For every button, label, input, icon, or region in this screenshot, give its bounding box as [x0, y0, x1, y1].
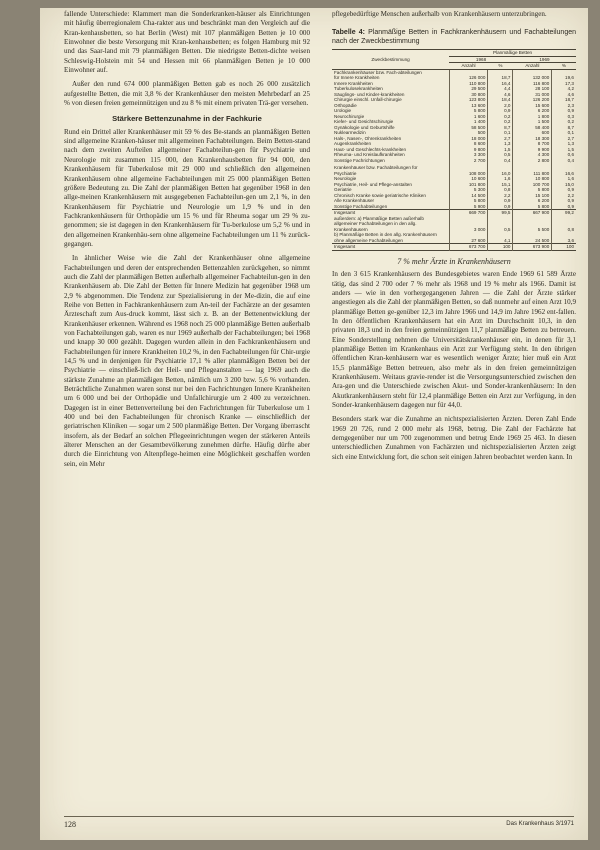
table-cell: 9 900: [513, 147, 552, 153]
footer-rule: [64, 816, 574, 817]
table-cell: 0,1: [488, 130, 513, 136]
paragraph: Besonders stark war die Zunahme an nichtspezialisierten Ärzten. Deren Zahl Ende 1969 20 726, rund 2 000 mehr als 1968, betrug. Die Zahl der Fachärzte hat demgegenüber nur um 700 zugenommen und betrug Ende 1969 25 463. In diesen unterschiedlichen Zunahmen von Fachärzten und nichtspezialisierten Ärzten zeigt sich eine Entwicklung fort, die schon seit einigen Jahren beobachtet werden kann. In: [332, 415, 576, 461]
table-title: Planmäßige Betten in Fachkrankenhäusern und Fachabteilungen nach der Zweckbestimmung: [332, 29, 577, 46]
table-cell: 123 800: [449, 97, 488, 103]
table-cell: 4,1: [488, 232, 513, 244]
table-cell: 101 800: [449, 182, 488, 188]
table-cell: 3,6: [552, 232, 576, 244]
table-cell: 5 800: [449, 198, 488, 204]
table-cell: 4 300: [513, 152, 552, 158]
table-label: Tabelle 4:: [332, 29, 365, 37]
table-cell: 1,5: [488, 147, 513, 153]
table-cell: [488, 163, 513, 171]
table-cell: 8,7: [552, 125, 576, 131]
table-cell: 8 600: [449, 141, 488, 147]
row-label: für Innere Krankheiten: [334, 75, 380, 81]
row-label: Psychiatrie, Heil- und Pflege-anstalten: [334, 181, 412, 187]
table-cell: 1,5: [552, 147, 576, 153]
table-cell: 18,7: [488, 75, 513, 81]
row-label: Haut- und Geschlechts-krankheiten: [334, 146, 407, 152]
table-cell: 132 000: [513, 75, 552, 81]
table-row: [332, 163, 576, 171]
table-cell: 100 700: [513, 182, 552, 188]
table-cell: 15,1: [488, 182, 513, 188]
row-label: Säuglings- und Kinder-krankheiten: [334, 91, 405, 97]
row-label: Rheuma- und Kreislaufkrankheiten: [334, 152, 405, 158]
table-cell: 1 500: [513, 119, 552, 125]
table-cell: 0,2: [488, 114, 513, 120]
table-cell: 31 000: [513, 92, 552, 98]
table-row: [332, 232, 576, 244]
table-cell: 2 800: [513, 158, 552, 164]
table-cell: 669 700: [449, 210, 488, 216]
table-cell: 1,6: [552, 176, 576, 182]
table-cell: 0,1: [552, 130, 576, 136]
table-cell: 0,2: [552, 119, 576, 125]
row-label: Chronisch Kranke sowie geriatrische Kliniken: [334, 192, 426, 198]
table-cell: 15 100: [513, 193, 552, 199]
table-cell: 1 800: [513, 114, 552, 120]
row-label: Fachkrankenhäuser bzw. Fach-abteilungen: [334, 69, 422, 75]
section-heading: 7 % mehr Ärzte in Krankenhäusern: [397, 256, 511, 266]
row-label: b) Planmäßige Betten in den allg. Krankenhäusern ohne allgemeine Fachabteilungen: [334, 232, 437, 243]
table-cell: 16,4: [488, 81, 513, 87]
table-cell: 19,6: [552, 75, 576, 81]
row-label: Neurologie: [334, 176, 357, 182]
table-cell: 29 500: [449, 86, 488, 92]
subcol-header: %: [488, 63, 513, 70]
table-cell: 667 900: [513, 210, 552, 216]
table-cell: 9 800: [449, 147, 488, 153]
table-cell: 0,9: [488, 204, 513, 210]
row-label: Nuklearmedizin: [334, 130, 366, 136]
table-cell: 13 600: [449, 103, 488, 109]
table-cell: 3 000: [449, 216, 488, 233]
row-label: Neurochirurgie: [334, 113, 365, 119]
table-cell: 8,7: [488, 125, 513, 131]
paragraph: pflegebedürftige Menschen außerhalb von Krankenhäusern unterzubringen.: [332, 10, 547, 18]
right-text-column: [332, 10, 576, 467]
table-cell: 2,2: [552, 193, 576, 199]
table-row: [332, 244, 576, 251]
row-label: Psychiatrie: [334, 170, 357, 176]
table-cell: 0,4: [488, 158, 513, 164]
table-cell: 108 000: [449, 171, 488, 177]
table-cell: 1,3: [552, 141, 576, 147]
table-cell: 17,3: [552, 81, 576, 87]
subcol-header: %: [552, 63, 576, 70]
row-label: Krankenhäuser bzw. Fachabteilungen für: [334, 165, 418, 171]
table-cell: 4,2: [552, 86, 576, 92]
table-cell: 2,2: [488, 193, 513, 199]
row-label: Chirurgie einschl. Unfall-chirurgie: [334, 97, 402, 103]
table-cell: 673 900: [513, 244, 552, 251]
table-cell: 0,9: [552, 198, 576, 204]
table-cell: 0,6: [552, 152, 576, 158]
table-cell: 126 000: [449, 75, 488, 81]
table-cell: 18 000: [449, 136, 488, 142]
table-cell: 18,7: [552, 97, 576, 103]
table-cell: 4,4: [488, 86, 513, 92]
document-page: [40, 8, 588, 840]
table-cell: 15,0: [552, 182, 576, 188]
table-cell: 110 800: [449, 81, 488, 87]
table-cell: 1,3: [488, 141, 513, 147]
paragraph: Rund ein Drittel aller Krankenhäuser mit 59 % des Be-stands an planmäßigen Betten sind allgemeine Kranken-häuser mit allgemeinen Fachabteilungen. Beim Betten-stand nach dem zweiten Aufteilen allgemeiner Fachabteilun-gen für Psychiatrie und Neurologie mit zusammen 115 000, den Krankenhausbetten für 94 000, den Krankenhäusern für Tuberkulose mit 29 000 und schließlich den allgemeinen Krankenhäusern ohne allgemeine Fachabteilungen mit 25 000 planmäßigen Betten größere Bedeutung zu. Die Zahl der planmäßigen Betten hat gegenüber 1968 in den allge-meinen Krankenhäusern mit ausgegebenen Fachabteilun-gen um 2,1 %, in den Krankenhäusern für Psychiatrie und Neurologie um 1,9 % und in den Fachkrankenhäusern für Orthopädie um 15 % und für Rheuma sogar um 29 % zu-genommen; sie ist dagegen in den Krankenhäusern für Tu-berkulose um 5,2 % und in den allgemeinen Krankenhäu-sern ohne allgemeine Fachabteilungen um 11 % zurück-gegangen.: [64, 127, 310, 248]
table-cell: 30 800: [449, 92, 488, 98]
table-cell: 5 900: [449, 204, 488, 210]
table-cell: 600: [513, 130, 552, 136]
table-cell: 500: [449, 130, 488, 136]
table-cell: 5 800: [449, 108, 488, 114]
table-cell: 2,0: [488, 103, 513, 109]
table-cell: 0,4: [552, 158, 576, 164]
table-main-header: Planmäßige Betten: [449, 50, 576, 57]
table-cell: 1 400: [449, 119, 488, 125]
table-cell: 0,9: [552, 187, 576, 193]
table-cell: 2,7: [552, 136, 576, 142]
table-cell: 0,9: [552, 204, 576, 210]
table-cell: 14 500: [449, 193, 488, 199]
subcol-header: Anzahl: [449, 63, 488, 70]
row-label: Alle Krankenhäuser: [334, 198, 375, 204]
table-cell: 0,9: [552, 108, 576, 114]
row-label: Innere Krankheiten: [334, 80, 373, 86]
table-cell: 3 300: [449, 152, 488, 158]
table-cell: 0,3: [552, 114, 576, 120]
table-cell: 16,0: [488, 171, 513, 177]
table-cell: 16,6: [552, 171, 576, 177]
row-label: Sonstige Fachrichtungen: [334, 157, 385, 163]
table-cell: 2,7: [488, 136, 513, 142]
row-label: Urologie: [334, 108, 352, 114]
row-label: Orthopädie: [334, 102, 357, 108]
table-cell: 5 300: [449, 187, 488, 193]
left-text-column: [64, 10, 310, 474]
table-row: [332, 216, 576, 233]
table-cell: 0,9: [488, 198, 513, 204]
table-cell: 5 500: [513, 216, 552, 233]
table-cell: 27 600: [449, 232, 488, 244]
table-cell: 4,6: [488, 92, 513, 98]
table-cell: 100: [552, 244, 576, 251]
table-cell: 6 200: [513, 108, 552, 114]
row-label: Tuberkulosekrankheiten: [334, 86, 383, 92]
table-cell: 58 400: [513, 125, 552, 131]
paragraph: fallende Unterschiede: Klammert man die Sonderkranken-häuser als Einrichtungen mit häufig überregionalem Cha-rakter aus und beschränkt man den Vergleich auf die Kran-kenhausbetten, so hat Berlin (West) mit 107 planmäßigen Betten je 10 000 Einwohner die beste Versorgung mit Kran-kenhausbetten; es folgen Hamburg mit 92 und das Saar-land mit 79 planmäßigen Betten. Die niedrigste Betten-dichte weisen Schleswig-Holstein mit 54 und Hessen mit 66 planmäßigen Betten je 10 000 Einwohner auf.: [64, 10, 310, 75]
row-label: Kiefer- und Gesichtschirurgie: [334, 119, 394, 125]
row-label: Sonstige Fachabteilungen: [334, 203, 388, 209]
table-stub-header: Zweckbestimmung: [332, 50, 449, 70]
table-cell: [449, 163, 488, 171]
table-caption: [332, 28, 576, 46]
table-cell: 10 600: [449, 176, 488, 182]
table-cell: 28 100: [513, 86, 552, 92]
year-header: 1968: [449, 56, 513, 63]
table-cell: 58 500: [449, 125, 488, 131]
table-cell: 0,2: [488, 119, 513, 125]
table-cell: 2,3: [552, 103, 576, 109]
paragraph: Außer den rund 674 000 planmäßigen Betten gab es noch 26 000 zusätzlich aufgestellte Betten, die mit 3,8 % der Krankenhäuser den meisten Mehrbedarf an 25 % von diesen freien gemeinnützigen und zu 8 % mit einem privaten Trä-ger versehen.: [64, 80, 310, 108]
paragraph: In den 3 615 Krankenhäusern des Bundesgebietes waren Ende 1969 61 589 Ärzte tätig, das sind 2 700 oder 7 % mehr als 1968 und 19 % mehr als 1966. Damit ist anders — wie in den vorhergegangenen Jahren — die Zahl der Ärzte stärker angestiegen als die Zahl der planmäßigen Betten, so daß nunmehr auf einen Arzt 10,9 planmäßige Betten ge-genüber 12,3 im Jahre 1966 und 14,9 im Jahre 1962 ent-fallen. In den öffentlichen Krankenhäusern hat ein Arzt im Durchschnitt 10,3, in den privaten 18,3 und in den freien gemeinnützigen 11,7 planmäßige Betten zu betreuen. Eine Sonderstellung nehmen die Universitätskrankenhäuser ein, in denen für 3,1 planmäßige Betten im Krankenhaus ein Arzt zur Verfügung steht. In den übrigen öffentlichen Kran-kenhäusern war es wesentlich weniger Ärzte; hier muß ein Arzt 15,5 planmäßige Betten betreuen, also mehr als in den freien gemeinnützigen Krankenhäusern. Weitaus gravie-render ist die Versorgungsunterschied zwischen den Ara-gen und die Unterschiede zwischen Akut- und Sonder-krankenhäusern: In den Akutkrankenhäusern steht für 12,4 planmäßige Betten ein Arzt zur Verfügung, in den Sonder-krankenhäusern dagegen nur für 44,0.: [332, 270, 576, 409]
table-cell: 8 700: [513, 141, 552, 147]
table-cell: 126 200: [513, 97, 552, 103]
row-label: Gynäkologie und Geburtshilfe: [334, 124, 395, 130]
row-label: Geriatrie: [334, 187, 352, 193]
beds-table: [332, 49, 576, 251]
table-cell: 18 300: [513, 136, 552, 142]
table-cell: 0,9: [488, 108, 513, 114]
table-cell: 100: [488, 244, 513, 251]
table-cell: 673 700: [449, 244, 488, 251]
table-cell: 0,8: [552, 216, 576, 233]
table-cell: 24 500: [513, 232, 552, 244]
table-cell: 1 600: [449, 114, 488, 120]
year-header: 1969: [513, 56, 576, 63]
table-cell: 99,5: [488, 210, 513, 216]
table-cell: 4,6: [552, 92, 576, 98]
table-cell: 116 800: [513, 81, 552, 87]
table-cell: 5 800: [513, 187, 552, 193]
page-number: 128: [64, 820, 76, 829]
table-cell: 10 800: [513, 176, 552, 182]
table-cell: 18,4: [488, 97, 513, 103]
table-cell: 1,6: [488, 176, 513, 182]
section-heading: Stärkere Bettenzunahme in der Fachkurie: [112, 114, 262, 124]
paragraph: In ähnlicher Weise wie die Zahl der Krankenhäuser ohne allgemeine Fachabteilungen und deren der entsprechenden Bettenzahlen zurückgehen, so nimmt auch die Zahl der planmäßigen Betten außerhalb allgemeiner Fachabteilun-gen in den Krankenhäusern ab. Die Zahl der Betten für Innere Medizin hat gegenüber 1968 um 2,9 % abgenommen. Die Tendenz zur Spezialisierung in der Me-dizin, die auf eine Reihe von Betten in Fachkrankenhäusern zum An-teil der Fachärzte an der gesamten Ärzteschaft zum Aus-druck kommt, lässt sich z. B. an der Bettenentwicklung der Krankenhäuser erkennen. Während es 1968 noch 25 000 planmäßige Betten außerhalb von Fachabteilungen gab, waren es nur 1969 außerhalb der Fachabteilungen; bei 1968 und knapp 30 000 gezählt. Dagegen wurden allein in den Fachkrankenhäusern und Fachabteilungen für innere Krankheiten 10,2 %, in den Fachabteilungen für Chir-urgie 14,5 % und in denjenigen für Psychiatrie 17,1 % aller planmäßigen Betten bei der Psychiatrie — einschließ-lich der Heil- und Pflegeanstalten — lag 1969 auch die stärkste Zunahme an planmäßigen Betten, nämlich um 3 200 bzw. 5,6 % vorhanden. Beträchtliche Zunahmen waren sonst nur bei den Fachrichtungen Innere Krankheiten um 6 000 und bei der Orthopädie und Unfallchirurgie um 2 400 zu verzeichnen. Dagegen ist in einer Bettenverteilung bei den Fachrichtungen für Tuberkulose um 1 400 und bei den Fachabteilungen für chronisch Kranke — einschließlich der geriatrischen Kliniken — sogar um 2 500 planmäßige Betten. Der Vorgang überrascht insofern, als der Bedarf an solchen Pflegeeinrichtungen wegen der stärkeren Anteils älterer Menschen an der Gesamtbevölkerung zunehmen dürfte. Häufig dürfte aber durch die Einrichtung von Altenpflege-heimen eine Möglichkeit geschaffen worden sein, ein Mehr: [64, 254, 310, 468]
row-label: Hals-, Nasen-, Ohrenkrankheiten: [334, 135, 402, 141]
table-cell: 99,2: [552, 210, 576, 216]
row-label: außerdem: a) Planmäßige Betten außerhalb allgemeiner Fachabteilungen in den allg. Krankenhäusern: [334, 215, 424, 232]
table-cell: 15 600: [513, 103, 552, 109]
row-label: Insgesamt: [332, 210, 449, 216]
journal-name: Das Krankenhaus 3/1971: [506, 821, 574, 827]
table-cell: 111 800: [513, 171, 552, 177]
table-cell: 5 800: [513, 204, 552, 210]
row-label: Insgesamt: [332, 244, 449, 251]
table-cell: 0,8: [488, 187, 513, 193]
table-cell: [552, 163, 576, 171]
subcol-header: Anzahl: [513, 63, 552, 70]
table-cell: 2 700: [449, 158, 488, 164]
table-cell: 0,5: [488, 152, 513, 158]
table-cell: [513, 163, 552, 171]
table-cell: 6 200: [513, 198, 552, 204]
table-cell: 0,5: [488, 216, 513, 233]
row-label: Augenkrankheiten: [334, 141, 372, 147]
